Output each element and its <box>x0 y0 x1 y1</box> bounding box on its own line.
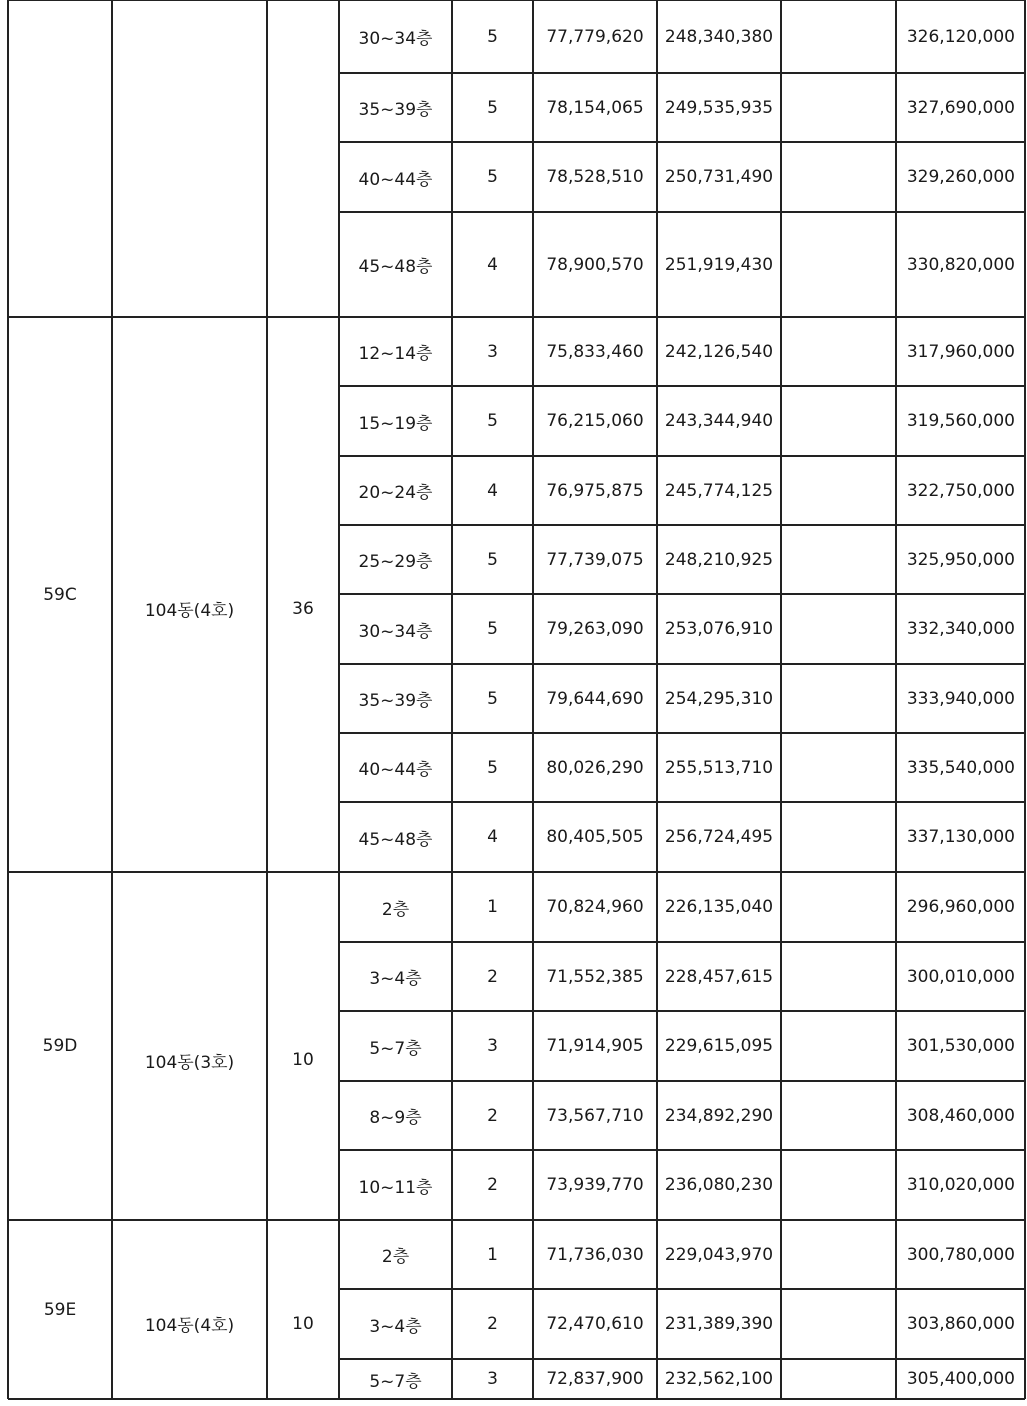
floor-range-cell: 40~44층 <box>358 760 433 780</box>
unit-count-cell: 10 <box>292 1050 314 1070</box>
household-count-cell: 3 <box>487 1036 498 1056</box>
unit-type-cell: 59C <box>43 584 77 605</box>
land-price-cell: 71,552,385 <box>546 966 644 987</box>
vat-cell <box>781 525 896 594</box>
household-count-cell: 4 <box>487 254 498 275</box>
vat-cell <box>781 802 896 872</box>
vat-cell <box>781 1359 896 1399</box>
building-price-cell: 245,774,125 <box>664 480 774 501</box>
household-count-cell: 3 <box>487 1369 498 1389</box>
building-cell: 104동(4호) <box>144 601 235 621</box>
vat-cell <box>781 664 896 733</box>
vat-cell <box>781 1011 896 1081</box>
vat-cell <box>781 212 896 317</box>
total-price-cell: 332,340,000 <box>906 619 1015 639</box>
land-price-cell: 80,405,505 <box>546 827 644 847</box>
vat-cell <box>781 0 896 73</box>
land-price-cell: 76,215,060 <box>546 411 644 431</box>
floor-range-cell: 30~34층 <box>358 621 433 642</box>
household-count-cell: 5 <box>487 411 498 431</box>
building-price-cell: 226,135,040 <box>664 897 774 917</box>
vat-cell <box>781 386 896 456</box>
household-count-cell: 5 <box>487 619 498 639</box>
vat-cell <box>781 1150 896 1220</box>
floor-range-cell: 3~4층 <box>369 1316 422 1337</box>
floor-range-cell: 35~39층 <box>358 691 433 711</box>
land-price-cell: 79,263,090 <box>546 619 644 639</box>
building-cell: 104동(3호) <box>144 1052 235 1073</box>
household-count-cell: 5 <box>487 26 498 47</box>
building-price-cell: 250,731,490 <box>664 167 774 187</box>
household-count-cell: 2 <box>487 1175 498 1195</box>
building-price-cell: 231,389,390 <box>664 1314 774 1334</box>
floor-range-cell: 2층 <box>381 1247 410 1267</box>
vat-cell <box>781 872 896 942</box>
floor-range-cell: 25~29층 <box>358 552 433 572</box>
land-price-cell: 70,824,960 <box>546 897 644 917</box>
household-count-cell: 2 <box>487 1105 498 1126</box>
total-price-cell: 300,010,000 <box>906 966 1015 987</box>
building-price-cell: 249,535,935 <box>664 97 774 118</box>
floor-range-cell: 45~48층 <box>358 829 433 850</box>
unit-count-cell <box>267 0 339 317</box>
household-count-cell: 5 <box>487 549 498 570</box>
floor-range-cell: 45~48층 <box>358 257 433 277</box>
floor-range-cell: 5~7층 <box>369 1038 422 1059</box>
land-price-cell: 78,154,065 <box>546 97 644 118</box>
land-price-cell: 72,470,610 <box>546 1314 644 1334</box>
unit-type-cell: 59D <box>42 1036 78 1056</box>
vat-cell <box>781 456 896 525</box>
land-price-cell: 80,026,290 <box>546 757 644 778</box>
vat-cell <box>781 942 896 1011</box>
total-price-cell: 319,560,000 <box>906 411 1015 431</box>
household-count-cell: 5 <box>487 167 498 187</box>
floor-range-cell: 12~14층 <box>358 344 433 364</box>
household-count-cell: 2 <box>487 1314 498 1334</box>
total-price-cell: 308,460,000 <box>906 1105 1015 1126</box>
total-price-cell: 322,750,000 <box>906 480 1015 501</box>
household-count-cell: 5 <box>487 757 498 778</box>
vat-cell <box>781 1081 896 1150</box>
building-price-cell: 248,340,380 <box>664 26 774 47</box>
building-price-cell: 248,210,925 <box>664 549 774 570</box>
total-price-cell: 330,820,000 <box>906 254 1015 275</box>
unit-type-cell: 59E <box>43 1299 77 1320</box>
floor-range-cell: 2층 <box>381 899 410 920</box>
land-price-cell: 71,914,905 <box>546 1036 644 1056</box>
floor-range-cell: 10~11층 <box>358 1177 433 1198</box>
building-price-cell: 255,513,710 <box>664 757 774 778</box>
land-price-cell: 76,975,875 <box>546 480 644 501</box>
land-price-cell: 77,739,075 <box>546 549 644 570</box>
land-price-cell: 75,833,460 <box>546 341 644 362</box>
unit-type-cell <box>8 0 112 317</box>
building-cell <box>112 0 267 317</box>
floor-range-cell: 3~4층 <box>369 969 422 989</box>
building-price-cell: 236,080,230 <box>664 1175 774 1195</box>
building-price-cell: 242,126,540 <box>664 341 774 362</box>
vat-cell <box>781 1289 896 1359</box>
unit-count-cell: 10 <box>292 1313 314 1334</box>
floor-range-cell: 30~34층 <box>358 29 433 49</box>
total-price-cell: 326,120,000 <box>906 26 1015 47</box>
building-price-cell: 232,562,100 <box>664 1369 774 1389</box>
land-price-cell: 78,528,510 <box>546 167 644 187</box>
total-price-cell: 305,400,000 <box>906 1369 1015 1389</box>
total-price-cell: 303,860,000 <box>906 1314 1015 1334</box>
land-price-cell: 78,900,570 <box>546 254 644 275</box>
total-price-cell: 327,690,000 <box>906 97 1015 118</box>
floor-range-cell: 40~44층 <box>358 169 433 190</box>
building-price-cell: 253,076,910 <box>664 619 774 639</box>
land-price-cell: 71,736,030 <box>546 1244 644 1265</box>
land-price-cell: 72,837,900 <box>546 1369 644 1389</box>
total-price-cell: 337,130,000 <box>906 827 1015 847</box>
total-price-cell: 317,960,000 <box>906 341 1015 362</box>
household-count-cell: 1 <box>487 897 498 917</box>
household-count-cell: 3 <box>487 341 498 362</box>
building-price-cell: 229,043,970 <box>664 1244 774 1265</box>
vat-cell <box>781 594 896 664</box>
vat-cell <box>781 142 896 212</box>
total-price-cell: 329,260,000 <box>906 167 1015 187</box>
building-price-cell: 254,295,310 <box>664 688 774 709</box>
floor-range-cell: 8~9층 <box>369 1108 422 1128</box>
floor-range-cell: 35~39층 <box>358 100 433 120</box>
household-count-cell: 4 <box>487 827 498 847</box>
building-price-cell: 234,892,290 <box>664 1105 774 1126</box>
vat-cell <box>781 1220 896 1289</box>
total-price-cell: 310,020,000 <box>906 1175 1015 1195</box>
household-count-cell: 4 <box>487 480 498 501</box>
land-price-cell: 73,567,710 <box>546 1105 644 1126</box>
building-price-cell: 256,724,495 <box>664 827 774 847</box>
total-price-cell: 300,780,000 <box>906 1244 1015 1265</box>
floor-range-cell: 5~7층 <box>369 1371 422 1392</box>
total-price-cell: 296,960,000 <box>906 897 1015 917</box>
floor-range-cell: 15~19층 <box>358 413 433 434</box>
total-price-cell: 333,940,000 <box>906 688 1015 709</box>
total-price-cell: 301,530,000 <box>906 1036 1015 1056</box>
vat-cell <box>781 317 896 386</box>
unit-count-cell: 36 <box>292 598 314 619</box>
total-price-cell: 335,540,000 <box>906 757 1015 778</box>
floor-range-cell: 20~24층 <box>358 483 433 503</box>
household-count-cell: 5 <box>487 97 498 118</box>
building-price-cell: 243,344,940 <box>664 411 774 431</box>
vat-cell <box>781 733 896 802</box>
building-cell: 104동(4호) <box>144 1316 235 1336</box>
household-count-cell: 1 <box>487 1244 498 1265</box>
household-count-cell: 5 <box>487 688 498 709</box>
land-price-cell: 79,644,690 <box>546 688 644 709</box>
vat-cell <box>781 73 896 142</box>
building-price-cell: 228,457,615 <box>664 966 774 987</box>
household-count-cell: 2 <box>487 966 498 987</box>
land-price-cell: 77,779,620 <box>546 26 644 47</box>
building-price-cell: 229,615,095 <box>664 1036 774 1056</box>
total-price-cell: 325,950,000 <box>906 549 1015 570</box>
building-price-cell: 251,919,430 <box>664 254 774 275</box>
land-price-cell: 73,939,770 <box>546 1175 644 1195</box>
